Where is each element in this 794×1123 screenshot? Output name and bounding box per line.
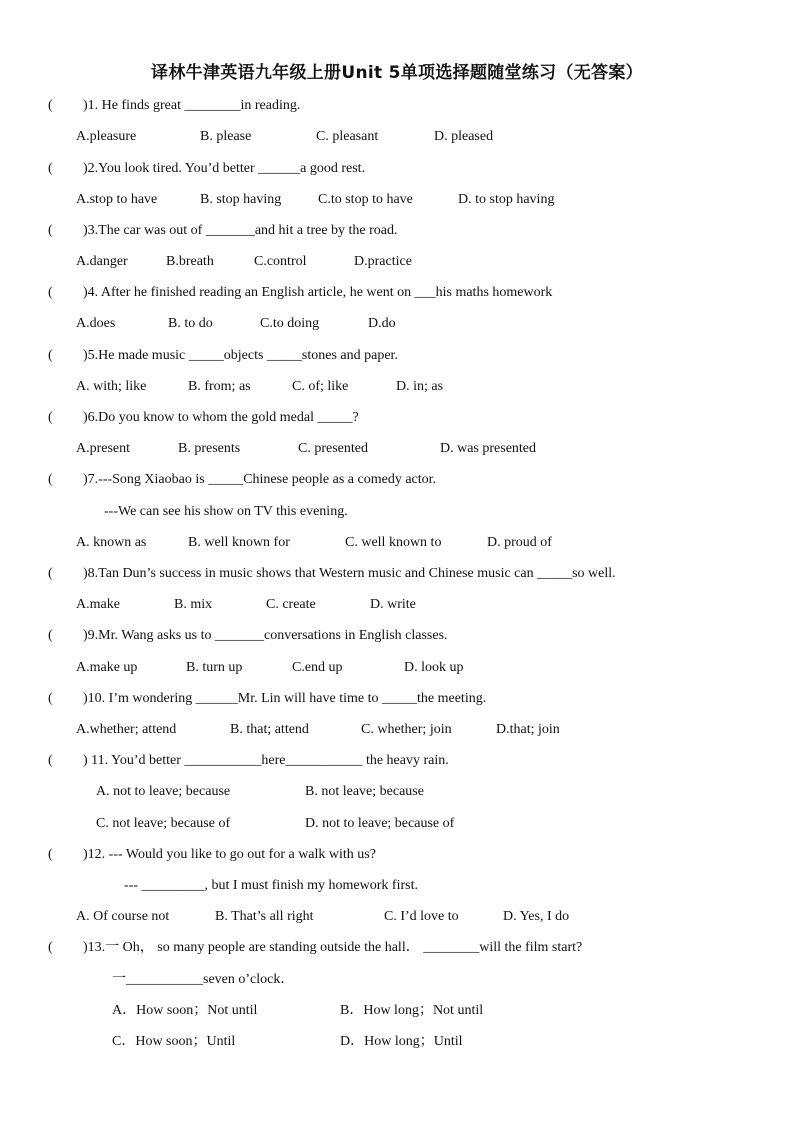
question-text: )7.---Song Xiaobao is _____Chinese people as a comedy actor. bbox=[83, 472, 437, 487]
question-text: )5.He made music _____objects _____stones and paper. bbox=[83, 348, 398, 363]
answer-paren: ( bbox=[48, 566, 53, 581]
option-c: C.to stop to have bbox=[318, 192, 413, 207]
question-text: )12. --- Would you like to go out for a walk with us? bbox=[83, 847, 376, 862]
page-title: 译林牛津英语九年级上册Unit 5单项选择题随堂练习（无答案） bbox=[151, 63, 643, 83]
question-text: )2.You look tired. You’d better ______a good rest. bbox=[83, 161, 366, 176]
answer-paren: ( bbox=[48, 847, 53, 862]
option-c: C. well known to bbox=[345, 535, 442, 550]
option-c: C.control bbox=[254, 254, 307, 269]
option-b: B. to do bbox=[168, 316, 213, 331]
question-text: )10. I’m wondering ______Mr. Lin will have time to _____the meeting. bbox=[83, 691, 487, 706]
option-b: B. That’s all right bbox=[215, 909, 314, 924]
answer-paren: ( bbox=[48, 410, 53, 425]
option-c: C. whether; join bbox=[361, 722, 452, 737]
option-a: A.make bbox=[76, 597, 120, 612]
option-b: B. presents bbox=[178, 441, 241, 456]
option-d: D. write bbox=[370, 597, 416, 612]
question-text: )13.一 Oh， so many people are standing outside the hall． ________will the film start? bbox=[83, 940, 583, 955]
option-d: D. not to leave; because of bbox=[305, 816, 455, 831]
option-d: D. to stop having bbox=[458, 192, 555, 207]
option-c: C．How soon；Until bbox=[112, 1034, 236, 1049]
option-a: A.present bbox=[76, 441, 131, 456]
question-text-2: 一___________seven o’clock． bbox=[112, 972, 295, 987]
option-d: D. pleased bbox=[434, 129, 494, 144]
option-c: C. presented bbox=[298, 441, 368, 456]
option-b: B. from; as bbox=[188, 379, 251, 394]
option-b: B. well known for bbox=[188, 535, 290, 550]
option-b: B. turn up bbox=[186, 660, 243, 675]
question-text: )1. He finds great ________in reading. bbox=[83, 98, 301, 113]
answer-paren: ( bbox=[48, 940, 53, 955]
answer-paren: ( bbox=[48, 161, 53, 176]
question-text: )3.The car was out of _______and hit a tree by the road. bbox=[83, 223, 398, 238]
answer-paren: ( bbox=[48, 285, 53, 300]
option-d: D.practice bbox=[354, 254, 412, 269]
question-text: ) 11. You’d better ___________here___________ the heavy rain. bbox=[83, 753, 449, 768]
answer-paren: ( bbox=[48, 223, 53, 238]
option-a: A. known as bbox=[76, 535, 147, 550]
option-a: A.pleasure bbox=[76, 129, 137, 144]
option-a: A．How soon；Not until bbox=[112, 1003, 258, 1018]
option-a: A.does bbox=[76, 316, 116, 331]
option-d: D. in; as bbox=[396, 379, 444, 394]
option-a: A.make up bbox=[76, 660, 138, 675]
option-c: C. not leave; because of bbox=[96, 816, 231, 831]
option-c: C. create bbox=[266, 597, 316, 612]
option-d: D. look up bbox=[404, 660, 464, 675]
option-a: A. Of course not bbox=[76, 909, 170, 924]
option-d: D．How long；Until bbox=[340, 1034, 463, 1049]
option-a: A.danger bbox=[76, 254, 128, 269]
answer-paren: ( bbox=[48, 348, 53, 363]
answer-paren: ( bbox=[48, 628, 53, 643]
option-d: D. Yes, I do bbox=[503, 909, 570, 924]
option-a: A.stop to have bbox=[76, 192, 158, 207]
question-text: )4. After he finished reading an English article, he went on ___his maths homework bbox=[83, 285, 553, 300]
option-b: B. that; attend bbox=[230, 722, 309, 737]
option-c: C.to doing bbox=[260, 316, 320, 331]
question-text: )6.Do you know to whom the gold medal _____? bbox=[83, 410, 359, 425]
option-b: B. not leave; because bbox=[305, 784, 424, 799]
answer-paren: ( bbox=[48, 98, 53, 113]
option-c: C.end up bbox=[292, 660, 343, 675]
option-a: A.whether; attend bbox=[76, 722, 177, 737]
option-d: D. proud of bbox=[487, 535, 552, 550]
option-b: B.breath bbox=[166, 254, 214, 269]
option-d: D.do bbox=[368, 316, 396, 331]
answer-paren: ( bbox=[48, 753, 53, 768]
option-c: C. I’d love to bbox=[384, 909, 459, 924]
question-text-2: ---We can see his show on TV this evening. bbox=[104, 504, 348, 519]
option-a: A. not to leave; because bbox=[96, 784, 231, 799]
question-text: )8.Tan Dun’s success in music shows that Western music and Chinese music can _____so well. bbox=[83, 566, 616, 581]
option-b: B. please bbox=[200, 129, 252, 144]
option-d: D.that; join bbox=[496, 722, 560, 737]
option-c: C. pleasant bbox=[316, 129, 379, 144]
option-d: D. was presented bbox=[440, 441, 537, 456]
option-c: C. of; like bbox=[292, 379, 349, 394]
option-b: B．How long；Not until bbox=[340, 1003, 484, 1018]
answer-paren: ( bbox=[48, 691, 53, 706]
question-text: )9.Mr. Wang asks us to _______conversations in English classes. bbox=[83, 628, 448, 643]
option-a: A. with; like bbox=[76, 379, 147, 394]
answer-paren: ( bbox=[48, 472, 53, 487]
question-text-2: --- _________, but I must finish my homework first. bbox=[124, 878, 418, 893]
option-b: B. mix bbox=[174, 597, 213, 612]
option-b: B. stop having bbox=[200, 192, 282, 207]
